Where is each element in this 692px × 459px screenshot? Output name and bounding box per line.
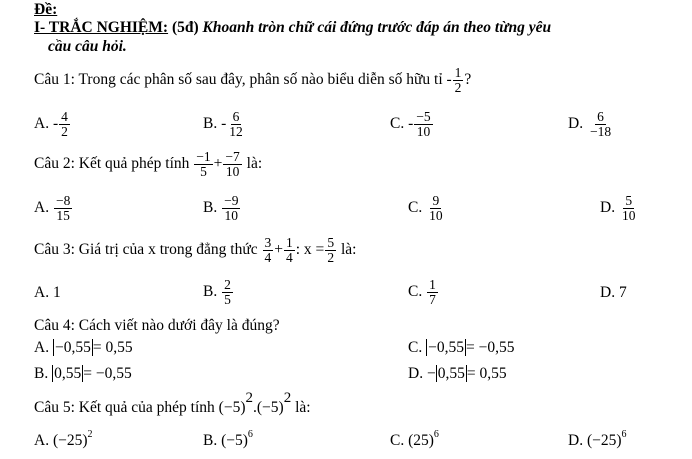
option-rhs: = −0,55 [465,339,515,356]
q4-option-a[interactable] [34,339,133,357]
q5-option-d[interactable] [568,429,627,450]
numerator: 1 [454,65,462,80]
option-sign: - [221,115,227,133]
question-5 [34,390,311,417]
denominator: 12 [229,124,243,139]
question-2-text: Câu 2: Kết quả phép tính [34,155,190,173]
option-sign: - [52,115,59,133]
numerator: 6 [597,109,604,124]
denominator: −18 [589,124,612,139]
q4-option-c[interactable] [408,339,514,357]
option-exponent: 6 [621,429,627,440]
q2-option-a[interactable] [34,194,73,223]
option-fraction [222,278,233,307]
section-instruction-line2: cầu câu hỏi. [48,38,127,55]
option-fraction [59,110,70,139]
q2-fraction-1 [194,150,212,179]
option-exponent: 6 [247,429,253,440]
option-base: (25) [408,432,434,449]
q5-option-b[interactable] [203,429,253,450]
question-5-text: Câu 5: Kết quả của phép tính [34,399,215,416]
q1-option-d[interactable] [568,110,614,139]
option-label: C. [408,283,423,301]
absolute-value: −0,55 [54,339,91,356]
denominator: 4 [286,250,293,265]
q1-option-a[interactable] [34,110,71,139]
option-base: (−25) [52,432,88,449]
q5-exponent-2: 2 [283,390,292,406]
q3-operator: + [274,241,283,259]
option-sign: - [408,115,414,133]
denominator: 15 [56,208,70,223]
numerator: 1 [429,277,436,292]
question-3 [34,236,356,265]
option-fraction [414,110,432,139]
numerator: 6 [232,109,240,124]
numerator: −8 [55,193,71,208]
option-fraction [427,194,445,223]
denominator: 5 [200,164,207,179]
q4-option-d[interactable] [408,365,507,383]
section-label: I- TRẮC NGHIỆM: [34,19,169,36]
section-points: (5đ) [168,19,199,36]
numerator: 4 [61,109,68,124]
q3-suffix: là: [340,241,357,259]
q1-target-fraction [453,66,464,95]
option-label: A. [34,284,50,301]
question-4-text: Câu 4: Cách viết nào dưới đây là đúng? [34,317,280,334]
q3-option-d[interactable] [600,284,627,302]
option-label: B. [203,432,218,449]
q3-option-a[interactable] [34,284,61,302]
option-fraction [427,278,438,307]
denominator: 10 [224,208,239,223]
numerator: 2 [224,277,231,292]
q2-option-b[interactable] [203,194,241,223]
q2-fraction-2 [223,150,241,179]
absolute-value: −0,55 [428,339,464,356]
option-fraction [620,194,638,223]
option-label: A. [34,339,50,356]
denominator: 2 [327,250,335,265]
numerator: 5 [327,235,335,250]
q5-exponent-1: 2 [245,390,253,406]
denominator: 2 [61,124,68,139]
option-base: (−25) [586,432,622,449]
section-header [34,19,551,37]
option-fraction [227,110,245,139]
option-label: D. [600,284,616,301]
q3-option-c[interactable] [408,278,439,307]
question-1 [34,66,471,95]
option-value: 1 [52,284,61,301]
q1-qmark: ? [464,71,472,89]
option-exponent: 2 [87,429,93,440]
option-base: (−5) [221,432,248,449]
q5-base-2: (−5) [256,399,284,416]
numerator: 3 [264,235,272,250]
q2-option-c[interactable] [408,194,446,223]
option-label: A. [34,432,50,449]
q1-target-sign: - [446,71,452,89]
denominator: 4 [264,250,272,265]
question-3-text: Câu 3: Giá trị của x trong đẳng thức [34,241,258,259]
q2-option-d[interactable] [600,194,638,223]
q3-fraction-3 [325,236,336,265]
question-1-text: Câu 1: Trong các phân số sau đây, phân số nào biểu diễn số hữu tỉ [34,71,443,89]
option-fraction [54,194,72,223]
q1-option-c[interactable] [390,110,434,139]
option-label: D. [568,115,584,133]
option-label: C. [408,199,423,217]
q5-base-1: (−5) [218,399,246,416]
numerator: −7 [225,149,240,164]
option-label: A. [34,199,50,217]
numerator: 5 [625,193,633,208]
option-label: C. [390,432,405,449]
numerator: −5 [416,109,431,124]
denominator: 10 [621,208,636,223]
section-instruction: Khoanh tròn chữ cái đứng trước đáp án theo từng yêu [198,19,552,36]
denominator: 2 [454,80,462,95]
option-label: C. [408,339,423,356]
q5-option-a[interactable] [34,429,93,450]
option-fraction [222,194,240,223]
question-2 [34,150,262,179]
denominator: 10 [416,124,431,139]
option-exponent: 6 [433,429,439,440]
option-rhs: = −0,55 [83,365,132,382]
denominator: 7 [429,292,436,307]
option-fraction [588,110,613,139]
numerator: −9 [224,193,239,208]
q2-suffix: là: [246,155,263,173]
option-label: B. [203,115,218,133]
q3-fraction-2 [284,236,295,265]
option-label: B. [34,365,49,382]
option-label: B. [203,283,218,301]
heading: Đề: [34,1,58,18]
option-label: C. [390,115,405,133]
option-rhs: = 0,55 [92,339,133,356]
option-prefix: − [426,365,436,382]
numerator: 9 [432,193,440,208]
q5-dot: . [253,399,257,416]
q1-option-b[interactable] [203,110,246,139]
numerator: −1 [196,149,211,164]
numerator: 1 [286,235,293,250]
absolute-value: 0,55 [437,365,465,382]
option-label: D. [408,365,424,382]
option-value: 7 [618,284,627,301]
denominator: 10 [429,208,443,223]
q3-option-b[interactable] [203,278,234,307]
denominator: 5 [224,292,231,307]
option-label: D. [568,432,584,449]
q2-operator: + [213,155,223,173]
q4-option-b[interactable] [34,365,132,383]
q3-fraction-1 [263,236,274,265]
q3-middle: : x = [295,241,325,259]
option-rhs: = 0,55 [466,365,507,382]
option-label: D. [600,199,616,217]
q5-option-c[interactable] [390,429,439,450]
option-label: A. [34,115,50,133]
q5-suffix: là: [295,399,311,416]
absolute-value: 0,55 [54,365,82,382]
option-label: B. [203,199,218,217]
denominator: 10 [225,164,240,179]
